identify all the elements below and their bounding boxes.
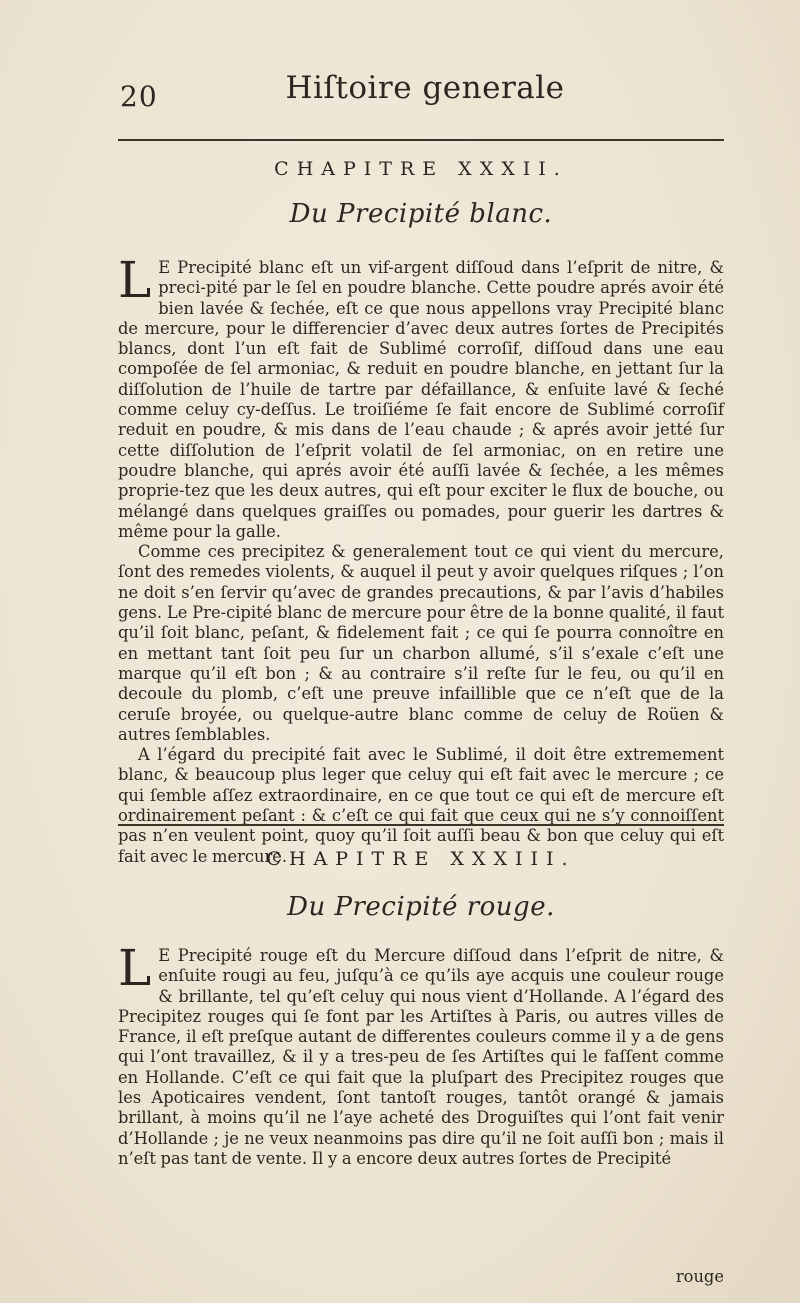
chapter-heading-32: CHAPITRE XXXII. [274, 158, 568, 180]
page-header [120, 70, 730, 113]
chapter-heading-33: CHAPITRE XXXIII. [266, 848, 576, 870]
paragraph: Comme ces precipitez & generalement tout ce qui vient du mercure, ſont des remedes violents, & auquel il peut y avoir quelques riſques ; l’on ne doit s’en ſervir qu’avec de grandes precautions, & par l’avis d’habiles gens. Le Pre-cipité blanc de mercure pour être de la bonne qualité, il faut qu’il ſoit blanc, peſant, & fidelement fait ; ce qui ſe pourra connoître en en mettant tant ſoit peu ſur un charbon allumé, s’il s’exale c’eſt une marque qu’il eſt bon ; & au contraire s’il reſte ſur le feu, ou qu’il en decoule du plomb, c’eſt une preuve infaillible que ce n’eſt que de la ceruſe broyée, ou quelque-autre blanc comme de celuy de Roüen & autres ſemblables. [118, 542, 724, 744]
running-title: Hiſtoire generale [285, 70, 565, 106]
catchword: rouge [675, 1267, 724, 1286]
drop-cap: L [118, 939, 152, 997]
paragraph: A l’égard du precipité fait avec le Sublimé, il doit être extremement blanc, & beaucoup plus leger que celuy qui eſt fait avec le mercure ; ce qui ſemble aſſez extraordinaire, en ce que tout ce qui eſt de mercure eſt ordinairement peſant : & c’eſt ce qui fait que ceux qui ne s’y connoiſſent pas n’en veulent point, quoy qu’il ſoit auſſi beau & bon que celuy qui eſt fait avec le mercure. [118, 745, 724, 866]
chapter-33-text [118, 939, 724, 1169]
paragraph [118, 939, 724, 1169]
chapter-32-text [118, 251, 724, 867]
page-number: 20 [120, 80, 158, 113]
paragraph-text: E Precipité blanc eſt un vif-argent diſſoud dans l’eſprit de nitre, & preci-pité par le ſel en poudre blanche. Cette poudre aprés avoir été bien lavée & ſechée, eſt ce que nous appellons vray Precipité blanc de mercure, pour le differencier d’avec deux autres ſortes de Precipités blancs, dont l’un eſt fait de Sublimé corroſif, diſſoud dans une eau compoſée de ſel armoniac, & reduit en poudre blanche, en jettant ſur la diſſolution de l’huile de tartre par défaillance, & enſuite lavé & ſeché comme celuy cy-deſſus. Le troiſiéme ſe fait encore de Sublimé corroſif reduit en poudre, & mis dans de l’eau chaude ; & aprés avoir jetté ſur cette diſſolution de l’eſprit volatil de ſel armoniac, on en retire une poudre blanche, qui aprés avoir été auſſi lavée & ſechée, a les mêmes proprie-tez que les deux autres, qui eſt pour exciter le flux de bouche, ou mélangé dans quelques graiſſes ou pomades, pour guerir les dartres & même pour la galle. [118, 258, 724, 541]
section-rule [118, 824, 724, 826]
paragraph-text: E Precipité rouge eſt du Mercure diſſoud dans l’eſprit de nitre, & enſuite rougi au feu, juſqu’à ce qu’ils aye acquis une couleur rouge & brillante, tel qu’eſt celuy qui nous vient d’Hollande. A l’égard des Precipitez rouges qui ſe font par les Artiſtes à Paris, ou autres villes de France, il eſt preſque autant de differentes couleurs comme il y a de gens qui l’ont travaillez, & il y a tres-peu de ſes Artiſtes qui le faſſent comme en Hollande. C’eſt ce qui fait que la pluſpart des Precipitez rouges que les Apoticaires vendent, ſont tantoſt rouges, tantôt orangé & jamais brillant, à moins qu’il ne l’aye acheté des Droguiſtes qui l’ont fait venir d’Hollande ; je ne veux neanmoins pas dire qu’il ne ſoit auſſi bon ; mais il n’eſt pas tant de vente. Il y a encore deux autres ſortes de Precipité [118, 946, 724, 1168]
section-title-precipite-rouge: Du Precipité rouge. [287, 892, 555, 922]
header-rule [118, 139, 724, 141]
section-title-precipite-blanc: Du Precipité blanc. [289, 199, 553, 229]
drop-cap: L [118, 251, 152, 309]
paragraph [118, 251, 724, 542]
